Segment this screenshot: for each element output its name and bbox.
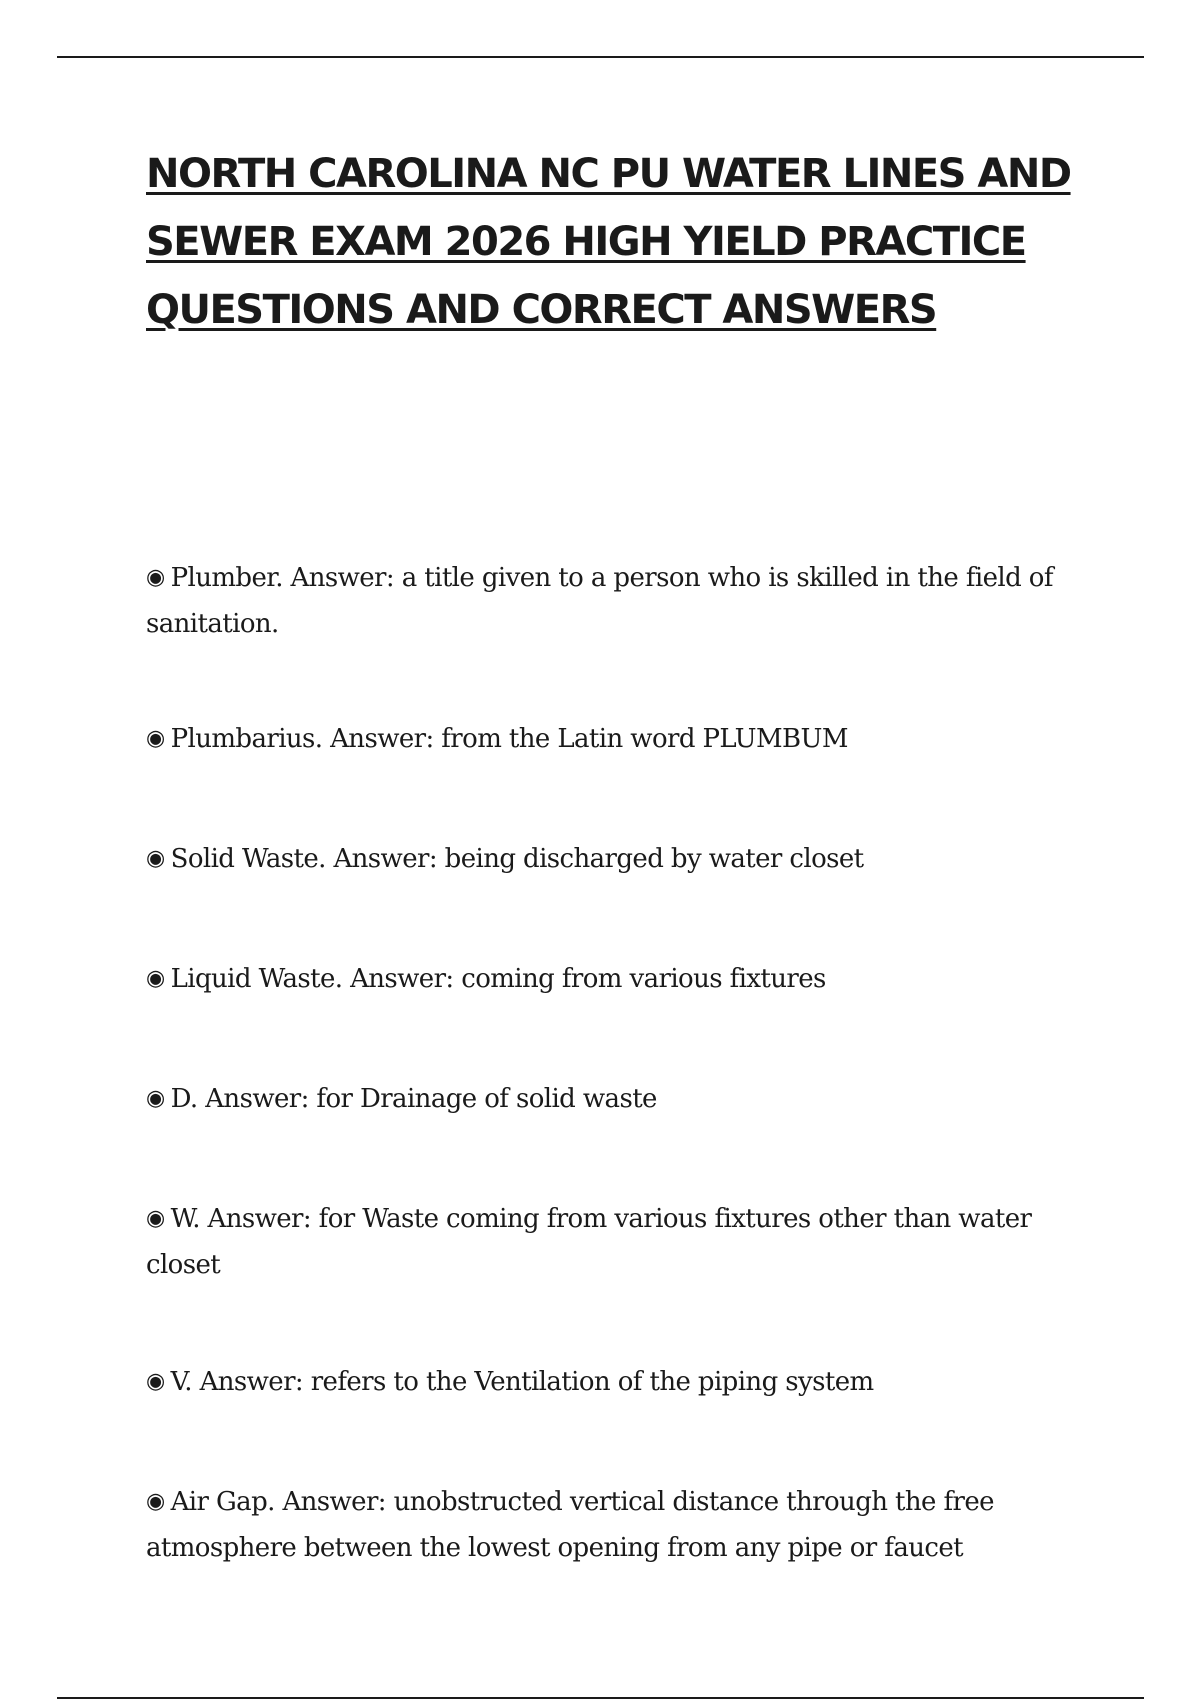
radio-bullet-icon: ◉ <box>146 966 165 991</box>
list-item <box>146 717 1076 763</box>
list-item <box>146 556 1076 646</box>
list-item <box>146 1077 1076 1123</box>
item-text: Air Gap. Answer: unobstructed vertical distance through the free atmosphere between the lowest opening from any pipe or faucet <box>146 1487 994 1563</box>
list-item <box>146 837 1076 883</box>
list-item <box>146 1360 1076 1406</box>
item-text: Solid Waste. Answer: being discharged by water closet <box>170 844 864 874</box>
document-title <box>146 140 1076 344</box>
header-rule <box>57 56 1144 58</box>
list-item <box>146 1480 1076 1570</box>
item-text: V. Answer: refers to the Ventilation of the piping system <box>170 1367 874 1397</box>
item-text: Plumbarius. Answer: from the Latin word PLUMBUM <box>170 724 848 754</box>
radio-bullet-icon: ◉ <box>146 1206 165 1231</box>
footer-rule <box>57 1697 1144 1699</box>
document-body <box>146 140 1076 1563</box>
radio-bullet-icon: ◉ <box>146 1369 165 1394</box>
radio-bullet-icon: ◉ <box>146 565 165 590</box>
radio-bullet-icon: ◉ <box>146 1489 165 1514</box>
list-item <box>146 957 1076 1003</box>
item-text: Plumber. Answer: a title given to a person who is skilled in the field of sanitation. <box>146 563 1053 639</box>
list-item <box>146 1197 1076 1287</box>
radio-bullet-icon: ◉ <box>146 1086 165 1111</box>
document-title-text: NORTH CAROLINA NC PU WATER LINES AND SEWER EXAM 2026 HIGH YIELD PRACTICE QUESTIONS AND CORRECT ANSWERS <box>146 151 1071 333</box>
radio-bullet-icon: ◉ <box>146 846 165 871</box>
item-text: W. Answer: for Waste coming from various fixtures other than water closet <box>146 1204 1032 1280</box>
radio-bullet-icon: ◉ <box>146 726 165 751</box>
item-text: D. Answer: for Drainage of solid waste <box>170 1084 657 1114</box>
item-text: Liquid Waste. Answer: coming from various fixtures <box>170 964 826 994</box>
